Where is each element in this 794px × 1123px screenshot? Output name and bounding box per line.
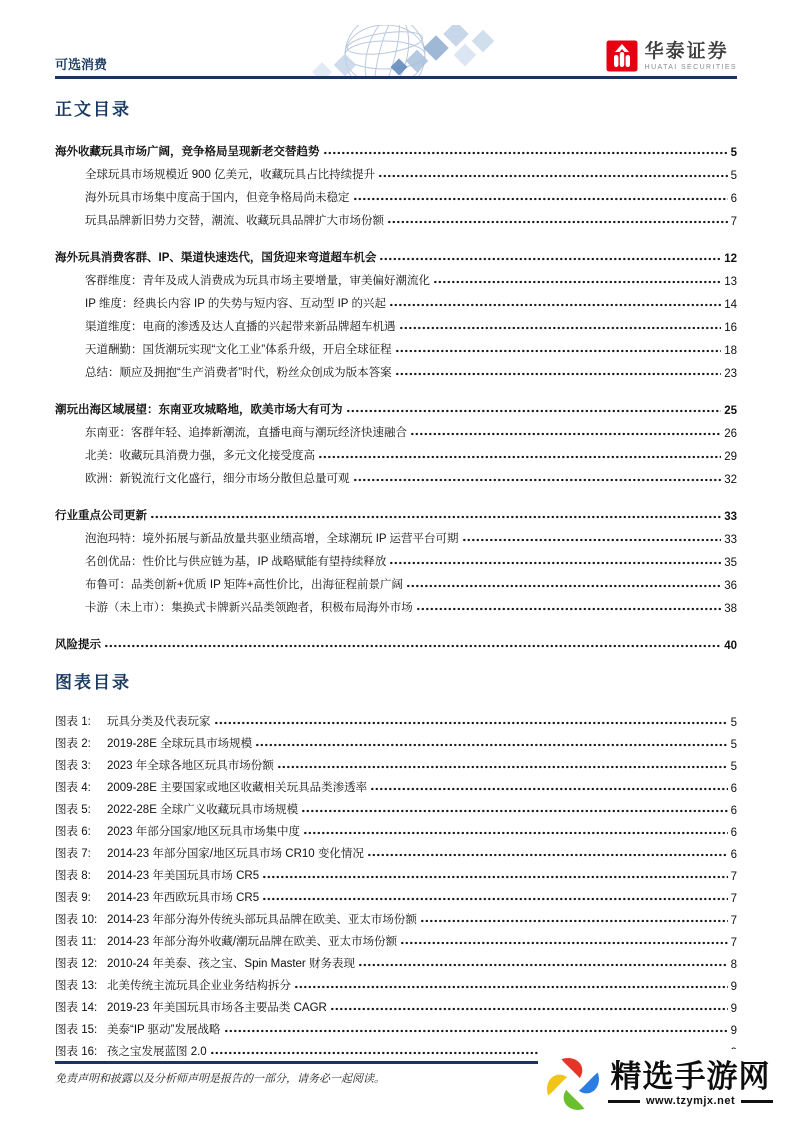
page-header [0, 0, 794, 80]
figure-entry-number: 图表 1: [55, 716, 91, 728]
figure-entry-title: 2014-23 年西欧玩具市场 CR5 [107, 892, 260, 904]
toc-page-number: 38 [724, 603, 737, 615]
toc-page-number: 5 [730, 170, 737, 182]
figure-page-number: 7 [730, 937, 737, 949]
dotted-leader [319, 455, 721, 459]
toc-entry-label: 客群维度：青年及成人消费成为玩具市场主要增量，审美偏好潮流化 [85, 275, 430, 287]
figure-entry-number: 图表 7: [55, 848, 91, 860]
watermark-left-line [608, 1100, 640, 1103]
toc-section-title: 正文目录 [55, 100, 131, 119]
watermark-url: www.tzymjx.net [646, 1095, 736, 1108]
figure-page-number: 5 [730, 739, 737, 751]
figure-page-number: 5 [730, 717, 737, 729]
dotted-leader [390, 561, 721, 565]
globe-decoration [285, 25, 535, 76]
figure-entry-number: 图表 3: [55, 760, 91, 772]
toc-page-number: 12 [724, 253, 737, 265]
dotted-leader [359, 963, 728, 967]
watermark-right-line [741, 1100, 773, 1103]
toc-page-number: 32 [724, 474, 737, 486]
figure-entry-number: 图表 13: [55, 980, 98, 992]
dotted-leader [354, 197, 728, 201]
dotted-leader [380, 257, 721, 261]
dotted-leader [278, 765, 728, 769]
toc-page-number: 40 [724, 640, 737, 652]
dotted-leader [371, 787, 728, 791]
toc-entry[interactable] [55, 629, 737, 652]
figure-entry[interactable] [55, 883, 737, 905]
figure-page-number: 6 [730, 849, 737, 861]
toc-entry-label: 海外玩具市场集中度高于国内，但竞争格局尚未稳定 [85, 192, 350, 204]
toc-entry-label: 行业重点公司更新 [55, 510, 147, 522]
toc-entry[interactable] [55, 159, 737, 182]
toc-entry[interactable] [55, 394, 737, 417]
figure-entry[interactable] [55, 839, 737, 861]
figure-entry-title: 孩之宝发展蓝图 2.0 [107, 1046, 207, 1058]
dotted-leader [396, 349, 722, 353]
toc-entry[interactable] [55, 546, 737, 569]
figure-page-number: 7 [730, 871, 737, 883]
figure-entry-number: 图表 4: [55, 782, 91, 794]
watermark [538, 1049, 794, 1119]
toc-entry[interactable] [55, 265, 737, 288]
figure-entry-title: 2010-24 年美泰、孩之宝、Spin Master 财务表现 [107, 958, 355, 970]
dotted-leader [368, 853, 728, 857]
dotted-leader [411, 432, 721, 436]
toc-page-number: 13 [724, 276, 737, 288]
figure-page-number: 7 [730, 915, 737, 927]
toc-list [55, 136, 737, 652]
dotted-leader [225, 1029, 728, 1033]
main-content [55, 95, 737, 1059]
figure-entry-title: 2014-23 年部分海外传统头部玩具品牌在欧美、亚太市场份额 [107, 914, 417, 926]
dotted-leader [379, 174, 728, 178]
figure-page-number: 5 [730, 761, 737, 773]
dotted-leader [354, 478, 722, 482]
toc-page-number: 36 [724, 580, 737, 592]
figure-entry-title: 2019-28E 全球玩具市场规模 [107, 738, 253, 750]
toc-entry-label: 潮玩出海区域展望：东南亚攻城略地，欧美市场大有可为 [55, 404, 343, 416]
dotted-leader [388, 220, 728, 224]
figure-entry[interactable] [55, 773, 737, 795]
globe-wireframe-icon [285, 25, 535, 76]
brand-name-en: HUATAI SECURITIES [644, 63, 737, 71]
dotted-leader [401, 941, 728, 945]
toc-entry[interactable] [55, 523, 737, 546]
toc-page-number: 35 [724, 557, 737, 569]
figure-entry-title: 2014-23 年部分国家/地区玩具市场 CR10 变化情况 [107, 848, 364, 860]
figures-section-title: 图表目录 [55, 673, 131, 692]
toc-entry-label: 东南亚：客群年轻、追捧新潮流，直播电商与潮玩经济快速融合 [85, 427, 407, 439]
toc-entry-label: 全球玩具市场规模近 900 亿美元，收藏玩具占比持续提升 [85, 169, 376, 181]
toc-page-number: 16 [724, 322, 737, 334]
report-category-label: 可选消费 [55, 57, 108, 72]
figure-entry-title: 2023 年全球各地区玩具市场份额 [107, 760, 274, 772]
toc-page-number: 18 [724, 345, 737, 357]
dotted-leader [400, 326, 722, 330]
figure-entry-number: 图表 16: [55, 1046, 98, 1058]
toc-page-number: 33 [724, 511, 737, 523]
toc-entry[interactable] [55, 288, 737, 311]
dotted-leader [263, 875, 727, 879]
toc-page-number: 7 [730, 216, 737, 228]
figure-entry[interactable] [55, 729, 737, 751]
figure-entry-title: 玩具分类及代表玩家 [107, 716, 211, 728]
figure-entry-number: 图表 11: [55, 936, 97, 948]
figure-entry-number: 图表 8: [55, 870, 91, 882]
dotted-leader [263, 897, 727, 901]
figure-page-number: 6 [730, 783, 737, 795]
brand-logo [606, 40, 737, 72]
figure-page-number: 9 [730, 1003, 737, 1015]
figure-entry-number: 图表 6: [55, 826, 91, 838]
dotted-leader [302, 809, 728, 813]
figure-entry[interactable] [55, 993, 737, 1015]
toc-page-number: 23 [724, 368, 737, 380]
figure-entry-number: 图表 10: [55, 914, 98, 926]
toc-entry[interactable] [55, 463, 737, 486]
dotted-leader [434, 280, 721, 284]
dotted-leader [151, 515, 721, 519]
dotted-leader [331, 1007, 728, 1011]
dotted-leader [396, 372, 722, 376]
toc-entry-label: 海外收藏玩具市场广阔，竞争格局呈现新老交替趋势 [55, 146, 320, 158]
figure-entry[interactable] [55, 751, 737, 773]
figure-entry-number: 图表 15: [55, 1024, 98, 1036]
toc-entry[interactable] [55, 136, 737, 159]
toc-entry-label: 海外玩具消费客群、IP、渠道快速迭代，国货迎来弯道超车机会 [55, 252, 377, 264]
toc-entry[interactable] [55, 311, 737, 334]
dotted-leader [295, 985, 728, 989]
toc-page-number: 26 [724, 428, 737, 440]
toc-entry[interactable] [55, 569, 737, 592]
figure-entry-title: 美泰“IP 驱动”发展战略 [107, 1024, 221, 1036]
toc-entry-label: 泡泡玛特：境外拓展与新品放量共驱业绩高增，全球潮玩 IP 运营平台可期 [85, 533, 459, 545]
toc-entry[interactable] [55, 334, 737, 357]
toc-page-number: 5 [730, 147, 737, 159]
toc-entry-label: 名创优品：性价比与供应链为基，IP 战略赋能有望持续释放 [85, 556, 387, 568]
toc-entry[interactable] [55, 357, 737, 380]
toc-entry[interactable] [55, 417, 737, 440]
figure-entry-number: 图表 14: [55, 1002, 98, 1014]
figure-entry-title: 2014-23 年美国玩具市场 CR5 [107, 870, 260, 882]
toc-entry[interactable] [55, 205, 737, 228]
figure-entry[interactable] [55, 817, 737, 839]
brand-name-cn: 华泰证券 [644, 40, 729, 62]
toc-page-number: 14 [724, 299, 737, 311]
dotted-leader [304, 831, 728, 835]
figures-list [55, 707, 737, 1059]
toc-entry-label: 欧洲：新锐流行文化盛行，细分市场分散但总量可观 [85, 473, 350, 485]
toc-entry-label: 总结：顺应及拥抱“生产消费者”时代，粉丝众创成为版本答案 [85, 367, 392, 379]
toc-page-number: 29 [724, 451, 737, 463]
toc-entry-label: IP 维度：经典长内容 IP 的失势与短内容、互动型 IP 的兴起 [85, 298, 386, 310]
disclaimer-text: 免责声明和披露以及分析师声明是报告的一部分，请务必一起阅读。 [55, 1073, 385, 1085]
figure-page-number: 9 [730, 981, 737, 993]
toc-entry-label: 渠道维度：电商的渗透及达人直播的兴起带来新品牌超车机遇 [85, 321, 396, 333]
figure-page-number: 9 [730, 1025, 737, 1037]
figure-page-number: 8 [730, 959, 737, 971]
toc-entry[interactable] [55, 500, 737, 523]
figure-page-number: 6 [730, 805, 737, 817]
toc-page-number: 25 [724, 405, 737, 417]
figure-page-number: 7 [730, 893, 737, 905]
figure-entry-title: 2014-23 年部分海外收藏/潮玩品牌在欧美、亚太市场份额 [107, 936, 398, 948]
figure-entry[interactable] [55, 927, 737, 949]
toc-page-number: 6 [730, 193, 737, 205]
figure-entry-title: 2022-28E 全球广义收藏玩具市场规模 [107, 804, 299, 816]
figure-entry-title: 2023 年部分国家/地区玩具市场集中度 [107, 826, 300, 838]
watermark-site-name: 精选手游网 [610, 1058, 771, 1094]
dotted-leader [407, 584, 721, 588]
toc-entry[interactable] [55, 242, 737, 265]
toc-entry[interactable] [55, 182, 737, 205]
toc-entry[interactable] [55, 440, 737, 463]
dotted-leader [421, 919, 728, 923]
dotted-leader [256, 743, 728, 747]
toc-entry-label: 布鲁可：品类创新+优质 IP 矩阵+高性价比，出海征程前景广阔 [85, 579, 403, 591]
dotted-leader [417, 607, 721, 611]
figure-entry-title: 北美传统主流玩具企业业务结构拆分 [107, 980, 291, 992]
toc-entry[interactable] [55, 592, 737, 615]
toc-entry-label: 天道酬勤：国货潮玩实现“文化工业”体系升级，开启全球征程 [85, 344, 392, 356]
figure-entry-number: 图表 12: [55, 958, 98, 970]
dotted-leader [105, 644, 721, 648]
toc-entry-label: 北美：收藏玩具消费力强，多元文化接受度高 [85, 450, 315, 462]
figure-entry[interactable] [55, 795, 737, 817]
toc-page-number: 33 [724, 534, 737, 546]
dotted-leader [463, 538, 722, 542]
dotted-leader [347, 409, 722, 413]
figure-entry[interactable] [55, 861, 737, 883]
figure-entry[interactable] [55, 707, 737, 729]
figure-entry-number: 图表 9: [55, 892, 91, 904]
toc-entry-label: 卡游（未上市）：集换式卡牌新兴品类领跑者，积极布局海外市场 [85, 602, 413, 614]
figure-entry-title: 2009-28E 主要国家或地区收藏相关玩具品类渗透率 [107, 782, 368, 794]
dotted-leader [390, 303, 721, 307]
figure-entry[interactable] [55, 905, 737, 927]
figure-page-number: 6 [730, 827, 737, 839]
figure-entry[interactable] [55, 971, 737, 993]
figure-entry-number: 图表 2: [55, 738, 91, 750]
pinwheel-logo-icon [542, 1053, 604, 1115]
dotted-leader [215, 721, 728, 725]
figure-entry[interactable] [55, 949, 737, 971]
figure-entry-number: 图表 5: [55, 804, 91, 816]
figure-entry-title: 2019-23 年美国玩具市场各主要品类 CAGR [107, 1002, 327, 1014]
figure-entry[interactable] [55, 1015, 737, 1037]
dotted-leader [324, 151, 728, 155]
toc-entry-label: 玩具品牌新旧势力交替，潮流、收藏玩具品牌扩大市场份额 [85, 215, 384, 227]
header-divider [55, 76, 737, 79]
toc-entry-label: 风险提示 [55, 639, 101, 651]
huatai-logo-icon [606, 40, 638, 72]
